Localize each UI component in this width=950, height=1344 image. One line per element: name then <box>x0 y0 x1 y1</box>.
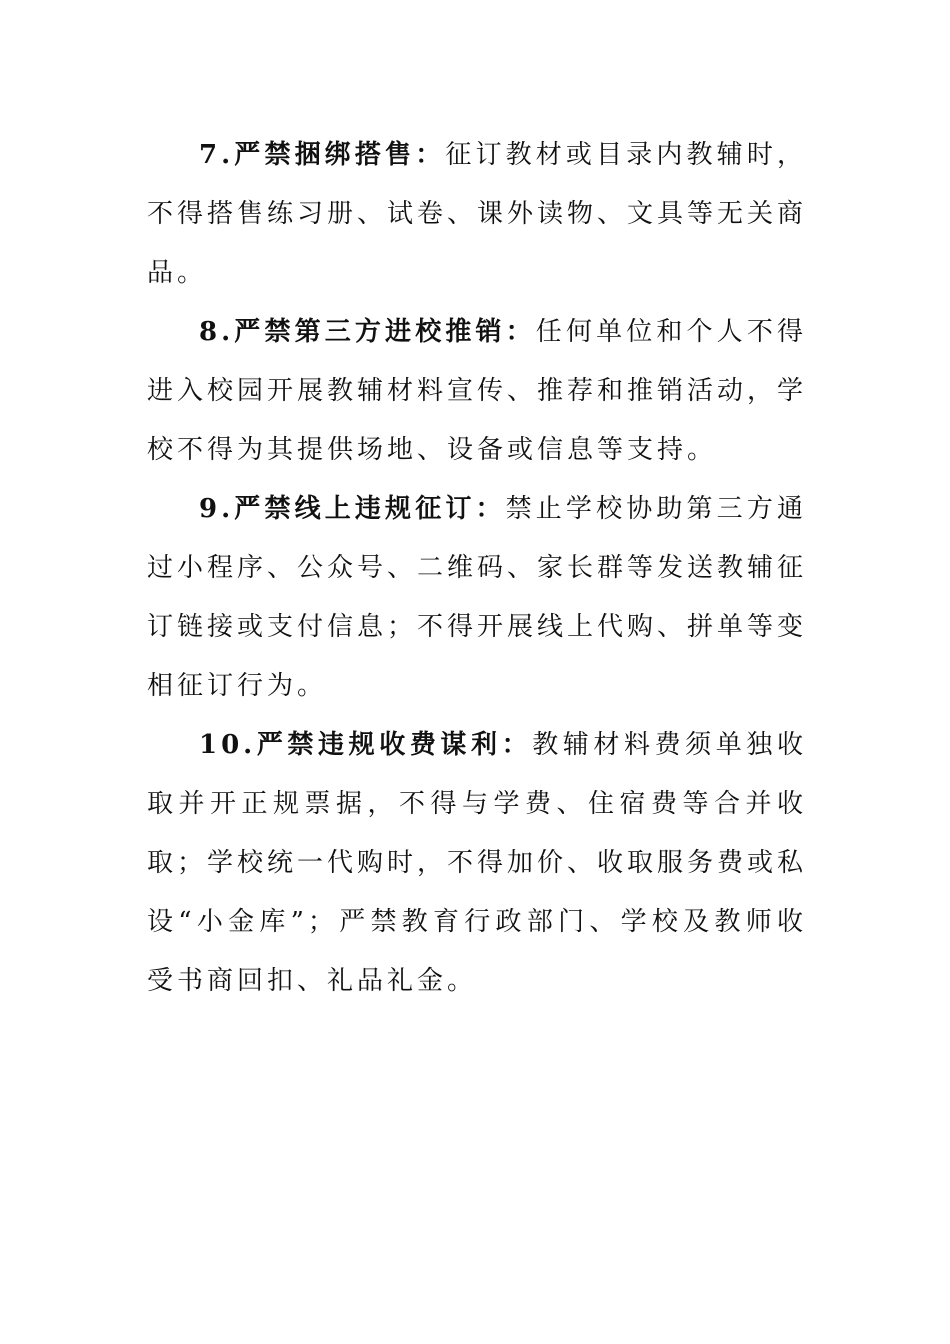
rule-heading-9: 严禁线上违规征订： <box>234 494 506 524</box>
rule-heading-8: 严禁第三方进校推销： <box>234 317 536 347</box>
rule-text-9: 禁止学校协助第三方通过小程序、公众号、二维码、家长群等发送教辅征订链接或支付信息；不得开展线上代购、拼单等变相征订行为。 <box>147 494 808 701</box>
rule-item-8 <box>147 303 807 480</box>
rule-item-7 <box>147 126 807 303</box>
rule-text-10: 教辅材料费须单独收取并开正规票据，不得与学费、住宿费等合并收取；学校统一代购时，不得加价、收取服务费或私设“小金库”；严禁教育行政部门、学校及教师收受书商回扣、礼品礼金。 <box>147 730 808 996</box>
rule-number-8: 8. <box>199 317 235 347</box>
rule-number-10: 10. <box>199 730 257 760</box>
rule-title-8 <box>199 317 536 347</box>
document-body <box>147 126 807 1011</box>
rule-item-9 <box>147 480 807 716</box>
rule-text-8: 任何单位和个人不得进入校园开展教辅材料宣传、推荐和推销活动，学校不得为其提供场地、设备或信息等支持。 <box>147 317 808 465</box>
rule-number-9: 9. <box>199 494 235 524</box>
rule-title-10 <box>199 730 532 760</box>
rule-title-7 <box>199 140 445 170</box>
rule-heading-7: 严禁捆绑搭售： <box>234 140 446 170</box>
rule-item-10 <box>147 716 807 1011</box>
rule-title-9 <box>199 494 506 524</box>
rule-heading-10: 严禁违规收费谋利： <box>256 730 533 760</box>
rule-number-7: 7. <box>199 140 235 170</box>
rule-text-7: 征订教材或目录内教辅时，不得搭售练习册、试卷、课外读物、文具等无关商品。 <box>147 140 808 288</box>
